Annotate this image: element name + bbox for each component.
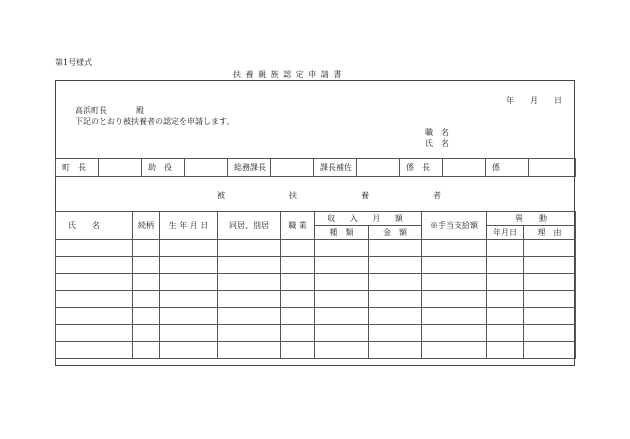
- addressee: 高浜町長: [75, 106, 107, 115]
- cell-birth-date[interactable]: [160, 308, 218, 325]
- cell-income-kind[interactable]: [315, 342, 369, 359]
- approval-label-section-chief: 係 長: [400, 159, 443, 177]
- col-monthly-income: 収 入 月 額: [315, 212, 422, 226]
- col-change-date: 年月日: [487, 226, 524, 240]
- stamp-box-mayor[interactable]: [99, 159, 142, 177]
- cell-name[interactable]: [56, 257, 133, 274]
- cell-relation[interactable]: [133, 308, 160, 325]
- dependent-row: [56, 325, 576, 342]
- cell-name[interactable]: [56, 325, 133, 342]
- cell-income-amount[interactable]: [369, 342, 422, 359]
- cell-name[interactable]: [56, 274, 133, 291]
- cell-occupation[interactable]: [281, 291, 315, 308]
- col-occupation: 職 業: [281, 212, 315, 240]
- cell-relation[interactable]: [133, 257, 160, 274]
- cell-birth-date[interactable]: [160, 342, 218, 359]
- cell-income-amount[interactable]: [369, 308, 422, 325]
- cell-allowance[interactable]: [422, 274, 487, 291]
- stamp-box-assistant-chief[interactable]: [357, 159, 400, 177]
- cell-income-kind[interactable]: [315, 325, 369, 342]
- cell-income-kind[interactable]: [315, 257, 369, 274]
- stamp-box-deputy[interactable]: [185, 159, 228, 177]
- cell-change-reason[interactable]: [524, 342, 576, 359]
- dependent-row: [56, 257, 576, 274]
- col-income-amount: 金 額: [369, 226, 422, 240]
- cell-residence[interactable]: [218, 342, 281, 359]
- cell-change-date[interactable]: [487, 325, 524, 342]
- approval-label-mayor: 町 長: [56, 159, 99, 177]
- cell-income-amount[interactable]: [369, 240, 422, 257]
- cell-birth-date[interactable]: [160, 274, 218, 291]
- cell-relation[interactable]: [133, 325, 160, 342]
- cell-change-reason[interactable]: [524, 240, 576, 257]
- cell-allowance[interactable]: [422, 325, 487, 342]
- cell-income-amount[interactable]: [369, 291, 422, 308]
- cell-name[interactable]: [56, 291, 133, 308]
- cell-change-reason[interactable]: [524, 308, 576, 325]
- cell-income-amount[interactable]: [369, 325, 422, 342]
- cell-change-date[interactable]: [487, 308, 524, 325]
- cell-birth-date[interactable]: [160, 291, 218, 308]
- stamp-box-section-chief[interactable]: [443, 159, 486, 177]
- honorific: 殿: [136, 106, 144, 115]
- dependent-row: [56, 342, 576, 359]
- cell-occupation[interactable]: [281, 342, 315, 359]
- cell-income-kind[interactable]: [315, 274, 369, 291]
- form-title: 扶 養 親 族 認 定 申 請 書: [233, 70, 343, 79]
- cell-change-reason[interactable]: [524, 291, 576, 308]
- col-allowance: ※手当支給額: [422, 212, 487, 240]
- cell-name[interactable]: [56, 342, 133, 359]
- cell-residence[interactable]: [218, 308, 281, 325]
- col-income-kind: 種 類: [315, 226, 369, 240]
- form-number: 第1号様式: [55, 58, 93, 67]
- cell-occupation[interactable]: [281, 240, 315, 257]
- cell-income-kind[interactable]: [315, 240, 369, 257]
- approval-label-staff: 係: [486, 159, 529, 177]
- col-residence: 同居、別居: [218, 212, 281, 240]
- cell-occupation[interactable]: [281, 274, 315, 291]
- cell-change-date[interactable]: [487, 342, 524, 359]
- col-birth-date: 生 年 月 日: [160, 212, 218, 240]
- col-change: 異 動: [487, 212, 576, 226]
- cell-residence[interactable]: [218, 325, 281, 342]
- applicant-position-label: 職 名: [425, 128, 449, 137]
- dependent-row: [56, 274, 576, 291]
- cell-change-date[interactable]: [487, 274, 524, 291]
- cell-occupation[interactable]: [281, 308, 315, 325]
- dependent-row: [56, 291, 576, 308]
- cell-change-reason[interactable]: [524, 274, 576, 291]
- cell-change-date[interactable]: [487, 257, 524, 274]
- cell-relation[interactable]: [133, 274, 160, 291]
- cell-income-amount[interactable]: [369, 257, 422, 274]
- cell-allowance[interactable]: [422, 291, 487, 308]
- cell-birth-date[interactable]: [160, 325, 218, 342]
- approval-stamp-row: [55, 158, 576, 177]
- col-change-reason: 理 由: [524, 226, 576, 240]
- cell-allowance[interactable]: [422, 308, 487, 325]
- cell-birth-date[interactable]: [160, 240, 218, 257]
- cell-residence[interactable]: [218, 291, 281, 308]
- cell-income-kind[interactable]: [315, 291, 369, 308]
- cell-name[interactable]: [56, 308, 133, 325]
- dependents-table: [55, 211, 576, 359]
- cell-allowance[interactable]: [422, 342, 487, 359]
- cell-occupation[interactable]: [281, 325, 315, 342]
- approval-label-deputy: 助 役: [142, 159, 185, 177]
- cell-name[interactable]: [56, 240, 133, 257]
- cell-relation[interactable]: [133, 240, 160, 257]
- cell-change-reason[interactable]: [524, 325, 576, 342]
- dependent-row: [56, 308, 576, 325]
- applicant-name-label: 氏 名: [425, 139, 449, 148]
- section-title: 被 扶 養 者: [217, 191, 469, 200]
- col-relation: 続柄: [133, 212, 160, 240]
- approval-label-assistant-chief: 課長補佐: [314, 159, 357, 177]
- approval-label-general-affairs: 総務課長: [228, 159, 271, 177]
- stamp-box-general-affairs[interactable]: [271, 159, 314, 177]
- cell-residence[interactable]: [218, 274, 281, 291]
- stamp-box-staff[interactable]: [529, 159, 576, 177]
- col-name: 氏 名: [56, 212, 133, 240]
- cell-income-amount[interactable]: [369, 274, 422, 291]
- cell-birth-date[interactable]: [160, 257, 218, 274]
- cell-change-reason[interactable]: [524, 257, 576, 274]
- cell-residence[interactable]: [218, 240, 281, 257]
- cell-residence[interactable]: [218, 257, 281, 274]
- cell-relation[interactable]: [133, 291, 160, 308]
- cell-relation[interactable]: [133, 342, 160, 359]
- cell-allowance[interactable]: [422, 240, 487, 257]
- dependents-rows: [56, 240, 576, 359]
- dependent-row: [56, 240, 576, 257]
- date-line: 年 月 日: [506, 96, 562, 105]
- cell-occupation[interactable]: [281, 257, 315, 274]
- request-text: 下記のとおり被扶養者の認定を申請します。: [75, 117, 235, 126]
- cell-allowance[interactable]: [422, 257, 487, 274]
- cell-change-date[interactable]: [487, 240, 524, 257]
- cell-change-date[interactable]: [487, 291, 524, 308]
- cell-income-kind[interactable]: [315, 308, 369, 325]
